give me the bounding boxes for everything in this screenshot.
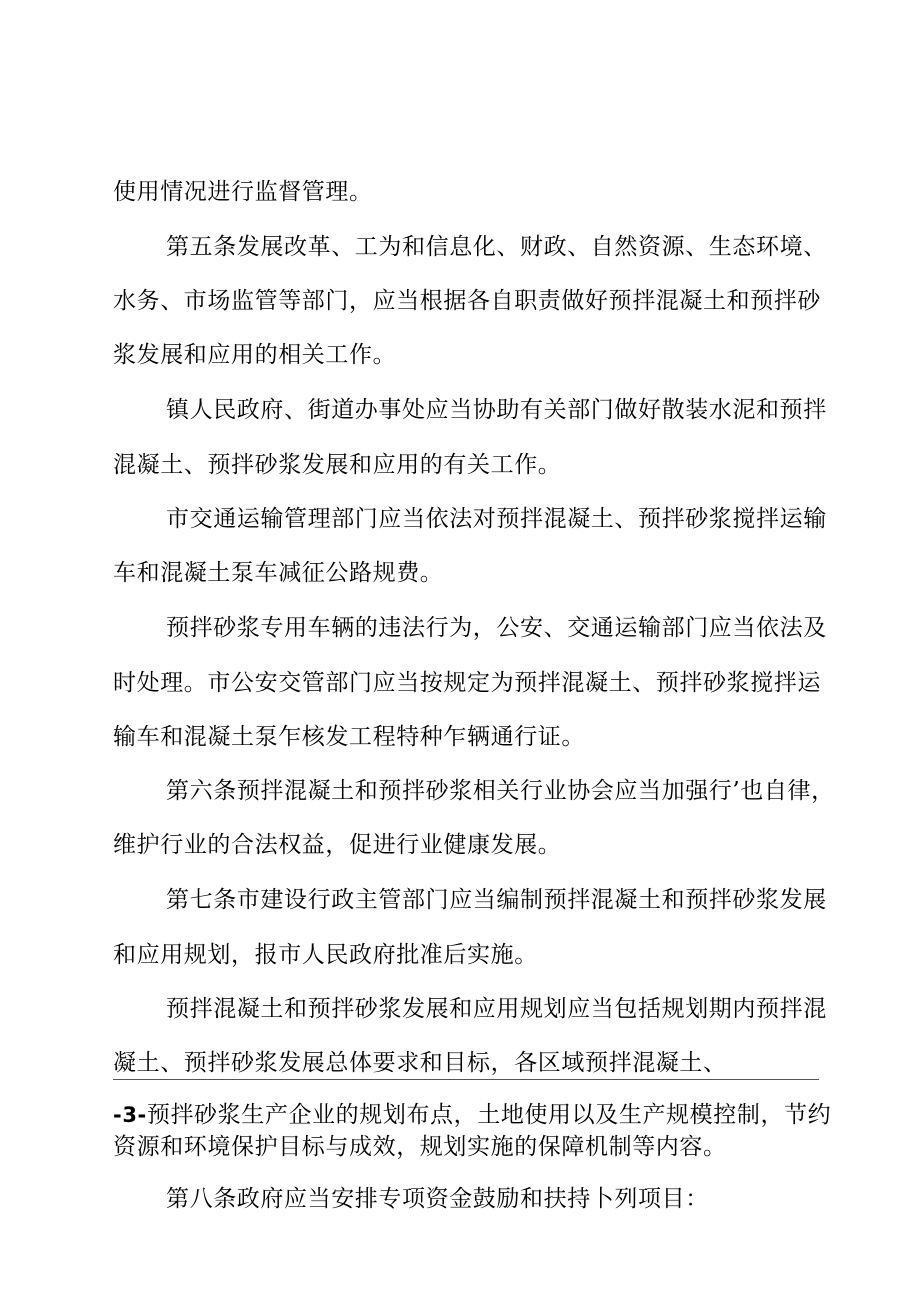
text-line: 时处理。市公安交管部门应当按规定为预拌混凝土、预拌砂浆搅拌运: [113, 670, 821, 696]
text-line: 第八条政府应当安排专项资金鼓励和扶持卜列项目：: [166, 1186, 709, 1212]
text-line: 市交通运输管理部门应当依法对预拌混凝土、预拌砂浆搅拌运输: [166, 506, 827, 532]
text-line: 混凝土、预拌砂浆发展和应用的有关工作。: [113, 452, 562, 478]
text-line: 资源和环境保护目标与成效，规划实施的保障机制等内容。: [113, 1134, 727, 1160]
text-line: 第五条发展改革、工为和信息化、财政、自然资源、生态环境、: [166, 234, 827, 260]
text-line: 和应用规划，报市人民政府批准后实施。: [113, 942, 538, 968]
page-number: -3-: [113, 1103, 147, 1127]
text-line: 维护行业的合法权益，促进行业健康发展。: [113, 832, 562, 858]
text-line: 水务、市场监管等部门，应当根据各自职责做好预拌混凝土和预拌砂: [113, 288, 821, 314]
page-footer-line: [113, 1100, 831, 1130]
text-line: 镇人民政府、街道办事处应当协助有关部门做好散装水泥和预拌: [166, 397, 827, 423]
text-line: 凝土、预拌砂浆发展总体要求和目标，各区域预拌混凝土、: [113, 1050, 727, 1076]
text-line: 车和混凝土泵车减征公路规费。: [113, 560, 444, 586]
text-line: 预拌砂浆专用车辆的违法行为，公安、交通运输部门应当依法及: [166, 615, 827, 641]
text-line: 浆发展和应用的相关工作。: [113, 342, 397, 368]
text-line: 预拌砂浆生产企业的规划布点，土地使用以及生产规模控制，节约: [146, 1102, 832, 1128]
text-line: 使用情况进行监督管理。: [113, 179, 373, 205]
page-divider: [113, 1079, 819, 1080]
text-line: 第六条预拌混凝土和预拌砂浆相关行业协会应当加强行’也自律，: [166, 778, 835, 804]
text-line: 第七条市建设行政主管部门应当编制预拌混凝土和预拌砂浆发展: [166, 887, 827, 913]
text-line: 预拌混凝土和预拌砂浆发展和应用规划应当包括规划期内预拌混: [166, 996, 827, 1022]
text-line: 输车和混凝土泵乍核发工程特种乍辆通行证。: [113, 724, 585, 750]
